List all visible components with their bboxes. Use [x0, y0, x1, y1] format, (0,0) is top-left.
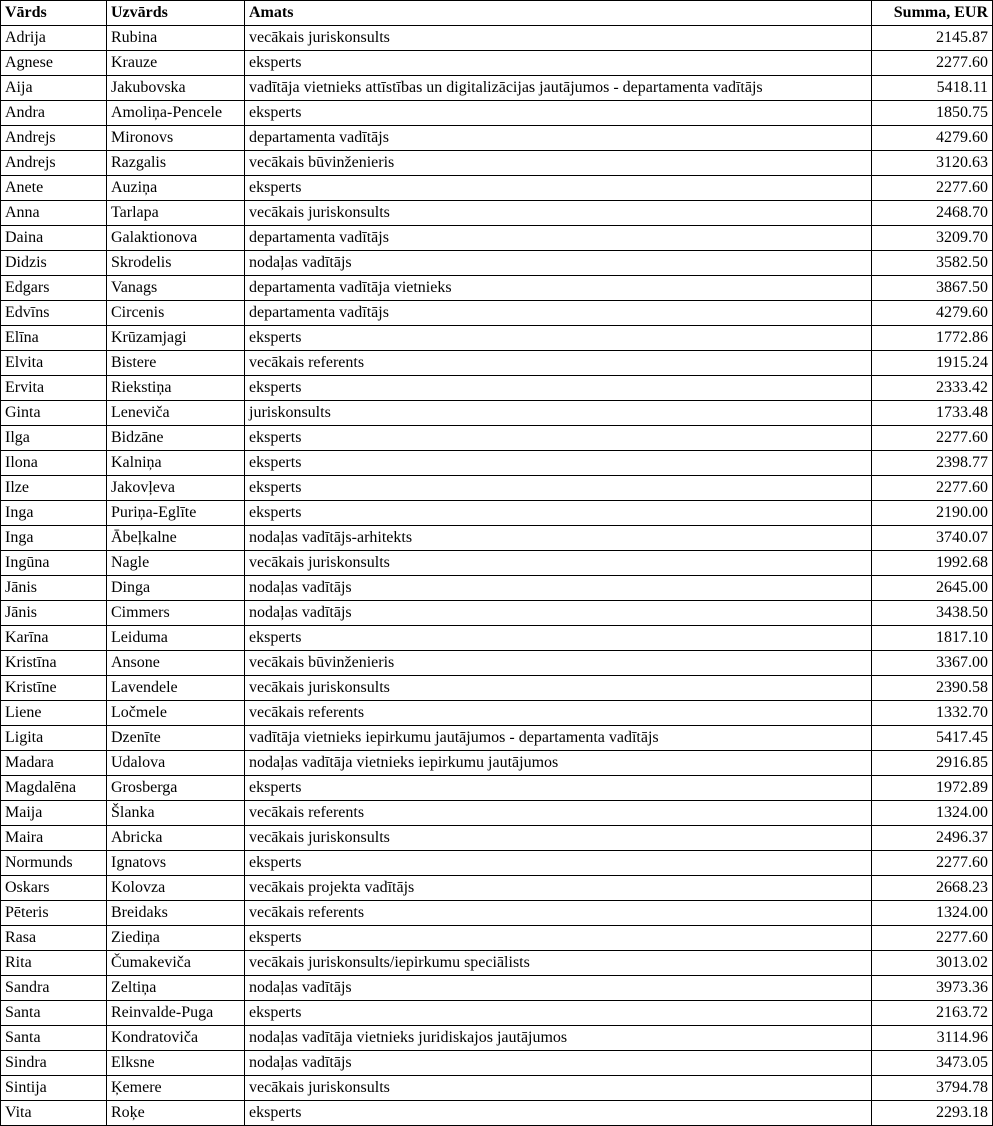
table-row [1, 501, 993, 526]
amount-cell: 5417.45 [872, 726, 993, 751]
amount-cell: 2277.60 [872, 476, 993, 501]
amount-cell: 3367.00 [872, 651, 993, 676]
position-cell: eksperts [245, 451, 872, 476]
amount-cell: 3473.05 [872, 1051, 993, 1076]
table-row [1, 326, 993, 351]
first-name-cell: Adrija [1, 26, 107, 51]
last-name-cell: Jakubovska [107, 76, 245, 101]
amount-cell: 3867.50 [872, 276, 993, 301]
position-cell: eksperts [245, 776, 872, 801]
table-row [1, 576, 993, 601]
last-name-cell: Skrodelis [107, 251, 245, 276]
table-row [1, 776, 993, 801]
position-cell: vadītāja vietnieks iepirkumu jautājumos - departamenta vadītājs [245, 726, 872, 751]
first-name-cell: Andrejs [1, 126, 107, 151]
amount-cell: 2333.42 [872, 376, 993, 401]
last-name-cell: Ķemere [107, 1076, 245, 1101]
last-name-cell: Puriņa-Eglīte [107, 501, 245, 526]
amount-cell: 3973.36 [872, 976, 993, 1001]
last-name-cell: Jakovļeva [107, 476, 245, 501]
position-cell: nodaļas vadītājs [245, 1051, 872, 1076]
position-cell: eksperts [245, 851, 872, 876]
table-row [1, 251, 993, 276]
position-cell: vecākais referents [245, 901, 872, 926]
position-cell: vecākais būvinženieris [245, 651, 872, 676]
position-cell: nodaļas vadītājs [245, 601, 872, 626]
first-name-cell: Vita [1, 1101, 107, 1126]
amount-cell: 1733.48 [872, 401, 993, 426]
table-header-row [1, 1, 993, 26]
position-cell: vecākais juriskonsults [245, 676, 872, 701]
last-name-cell: Breidaks [107, 901, 245, 926]
position-cell: vecākais juriskonsults [245, 201, 872, 226]
last-name-cell: Kolovza [107, 876, 245, 901]
table-row [1, 826, 993, 851]
amount-cell: 3582.50 [872, 251, 993, 276]
position-cell: vecākais juriskonsults [245, 1076, 872, 1101]
first-name-cell: Sindra [1, 1051, 107, 1076]
table-row [1, 1001, 993, 1026]
amount-cell: 2163.72 [872, 1001, 993, 1026]
position-cell: eksperts [245, 1001, 872, 1026]
last-name-cell: Šlanka [107, 801, 245, 826]
position-cell: vecākais juriskonsults/iepirkumu speciālists [245, 951, 872, 976]
last-name-cell: Reinvalde-Puga [107, 1001, 245, 1026]
table-row [1, 551, 993, 576]
table-row [1, 276, 993, 301]
first-name-cell: Inga [1, 526, 107, 551]
amount-cell: 4279.60 [872, 301, 993, 326]
table-row [1, 1026, 993, 1051]
last-name-cell: Krauze [107, 51, 245, 76]
position-cell: eksperts [245, 1101, 872, 1126]
table-row [1, 51, 993, 76]
last-name-cell: Abricka [107, 826, 245, 851]
amount-cell: 4279.60 [872, 126, 993, 151]
last-name-cell: Nagle [107, 551, 245, 576]
amount-cell: 2277.60 [872, 926, 993, 951]
amount-cell: 3013.02 [872, 951, 993, 976]
header-position: Amats [245, 1, 872, 26]
last-name-cell: Elksne [107, 1051, 245, 1076]
amount-cell: 1324.00 [872, 901, 993, 926]
amount-cell: 2468.70 [872, 201, 993, 226]
last-name-cell: Leneviča [107, 401, 245, 426]
amount-cell: 2645.00 [872, 576, 993, 601]
table-row [1, 376, 993, 401]
last-name-cell: Bistere [107, 351, 245, 376]
last-name-cell: Riekstiņa [107, 376, 245, 401]
first-name-cell: Madara [1, 751, 107, 776]
last-name-cell: Circenis [107, 301, 245, 326]
position-cell: nodaļas vadītāja vietnieks iepirkumu jautājumos [245, 751, 872, 776]
table-row [1, 401, 993, 426]
table-row [1, 76, 993, 101]
last-name-cell: Razgalis [107, 151, 245, 176]
position-cell: eksperts [245, 426, 872, 451]
first-name-cell: Normunds [1, 851, 107, 876]
last-name-cell: Mironovs [107, 126, 245, 151]
first-name-cell: Liene [1, 701, 107, 726]
position-cell: departamenta vadītājs [245, 126, 872, 151]
first-name-cell: Ilga [1, 426, 107, 451]
amount-cell: 2390.58 [872, 676, 993, 701]
table-row [1, 651, 993, 676]
table-row [1, 226, 993, 251]
position-cell: vecākais referents [245, 801, 872, 826]
table-row [1, 726, 993, 751]
amount-cell: 2277.60 [872, 51, 993, 76]
table-row [1, 26, 993, 51]
last-name-cell: Auziņa [107, 176, 245, 201]
last-name-cell: Cimmers [107, 601, 245, 626]
amount-cell: 2190.00 [872, 501, 993, 526]
table-row [1, 151, 993, 176]
first-name-cell: Ervita [1, 376, 107, 401]
first-name-cell: Oskars [1, 876, 107, 901]
position-cell: vecākais būvinženieris [245, 151, 872, 176]
table-row [1, 176, 993, 201]
header-first-name: Vārds [1, 1, 107, 26]
position-cell: vecākais juriskonsults [245, 551, 872, 576]
position-cell: juriskonsults [245, 401, 872, 426]
last-name-cell: Ločmele [107, 701, 245, 726]
last-name-cell: Grosberga [107, 776, 245, 801]
first-name-cell: Elīna [1, 326, 107, 351]
first-name-cell: Jānis [1, 601, 107, 626]
table-row [1, 101, 993, 126]
last-name-cell: Dinga [107, 576, 245, 601]
first-name-cell: Ginta [1, 401, 107, 426]
table-row [1, 976, 993, 1001]
first-name-cell: Ingūna [1, 551, 107, 576]
table-row [1, 751, 993, 776]
header-last-name: Uzvārds [107, 1, 245, 26]
table-row [1, 926, 993, 951]
table-row [1, 626, 993, 651]
position-cell: nodaļas vadītājs [245, 576, 872, 601]
amount-cell: 1992.68 [872, 551, 993, 576]
first-name-cell: Agnese [1, 51, 107, 76]
last-name-cell: Čumakeviča [107, 951, 245, 976]
amount-cell: 1972.89 [872, 776, 993, 801]
amount-cell: 2398.77 [872, 451, 993, 476]
position-cell: nodaļas vadītāja vietnieks juridiskajos jautājumos [245, 1026, 872, 1051]
table-row [1, 851, 993, 876]
table-row [1, 476, 993, 501]
first-name-cell: Rita [1, 951, 107, 976]
first-name-cell: Kristīne [1, 676, 107, 701]
position-cell: nodaļas vadītājs [245, 976, 872, 1001]
first-name-cell: Aija [1, 76, 107, 101]
position-cell: eksperts [245, 101, 872, 126]
last-name-cell: Krūzamjagi [107, 326, 245, 351]
amount-cell: 2916.85 [872, 751, 993, 776]
position-cell: eksperts [245, 476, 872, 501]
first-name-cell: Andra [1, 101, 107, 126]
amount-cell: 2496.37 [872, 826, 993, 851]
header-amount-eur: Summa, EUR [872, 1, 993, 26]
table-row [1, 1101, 993, 1126]
first-name-cell: Ilze [1, 476, 107, 501]
table-row [1, 951, 993, 976]
first-name-cell: Karīna [1, 626, 107, 651]
position-cell: eksperts [245, 326, 872, 351]
amount-cell: 1915.24 [872, 351, 993, 376]
first-name-cell: Edgars [1, 276, 107, 301]
amount-cell: 3120.63 [872, 151, 993, 176]
position-cell: nodaļas vadītājs [245, 251, 872, 276]
table-row [1, 601, 993, 626]
position-cell: nodaļas vadītājs-arhitekts [245, 526, 872, 551]
last-name-cell: Ābeļkalne [107, 526, 245, 551]
last-name-cell: Ignatovs [107, 851, 245, 876]
last-name-cell: Tarlapa [107, 201, 245, 226]
position-cell: vecākais referents [245, 701, 872, 726]
position-cell: departamenta vadītāja vietnieks [245, 276, 872, 301]
position-cell: vadītāja vietnieks attīstības un digitalizācijas jautājumos - departamenta vadītājs [245, 76, 872, 101]
first-name-cell: Sandra [1, 976, 107, 1001]
first-name-cell: Magdalēna [1, 776, 107, 801]
position-cell: vecākais juriskonsults [245, 26, 872, 51]
first-name-cell: Ligita [1, 726, 107, 751]
table-row [1, 426, 993, 451]
last-name-cell: Lavendele [107, 676, 245, 701]
position-cell: eksperts [245, 626, 872, 651]
table-row [1, 876, 993, 901]
position-cell: vecākais projekta vadītājs [245, 876, 872, 901]
table-row [1, 301, 993, 326]
table-row [1, 701, 993, 726]
last-name-cell: Rubina [107, 26, 245, 51]
last-name-cell: Udalova [107, 751, 245, 776]
last-name-cell: Vanags [107, 276, 245, 301]
position-cell: eksperts [245, 926, 872, 951]
table-row [1, 901, 993, 926]
position-cell: eksperts [245, 51, 872, 76]
position-cell: eksperts [245, 501, 872, 526]
first-name-cell: Kristīna [1, 651, 107, 676]
amount-cell: 1324.00 [872, 801, 993, 826]
first-name-cell: Rasa [1, 926, 107, 951]
table-row [1, 351, 993, 376]
first-name-cell: Maira [1, 826, 107, 851]
amount-cell: 3794.78 [872, 1076, 993, 1101]
amount-cell: 1850.75 [872, 101, 993, 126]
first-name-cell: Santa [1, 1001, 107, 1026]
amount-cell: 3209.70 [872, 226, 993, 251]
table-row [1, 676, 993, 701]
amount-cell: 2277.60 [872, 426, 993, 451]
table-row [1, 201, 993, 226]
amount-cell: 1772.86 [872, 326, 993, 351]
table-row [1, 1076, 993, 1101]
table-row [1, 526, 993, 551]
last-name-cell: Zeltiņa [107, 976, 245, 1001]
first-name-cell: Pēteris [1, 901, 107, 926]
amount-cell: 3740.07 [872, 526, 993, 551]
first-name-cell: Santa [1, 1026, 107, 1051]
first-name-cell: Andrejs [1, 151, 107, 176]
last-name-cell: Galaktionova [107, 226, 245, 251]
position-cell: vecākais referents [245, 351, 872, 376]
first-name-cell: Inga [1, 501, 107, 526]
table-row [1, 801, 993, 826]
last-name-cell: Roķe [107, 1101, 245, 1126]
last-name-cell: Kalniņa [107, 451, 245, 476]
amount-cell: 2277.60 [872, 176, 993, 201]
last-name-cell: Kondratoviča [107, 1026, 245, 1051]
first-name-cell: Daina [1, 226, 107, 251]
first-name-cell: Sintija [1, 1076, 107, 1101]
first-name-cell: Maija [1, 801, 107, 826]
last-name-cell: Amoliņa-Pencele [107, 101, 245, 126]
position-cell: departamenta vadītājs [245, 301, 872, 326]
amount-cell: 1332.70 [872, 701, 993, 726]
first-name-cell: Edvīns [1, 301, 107, 326]
first-name-cell: Ilona [1, 451, 107, 476]
first-name-cell: Didzis [1, 251, 107, 276]
table-row [1, 1051, 993, 1076]
amount-cell: 2668.23 [872, 876, 993, 901]
amount-cell: 3114.96 [872, 1026, 993, 1051]
first-name-cell: Anna [1, 201, 107, 226]
last-name-cell: Bidzāne [107, 426, 245, 451]
amount-cell: 2293.18 [872, 1101, 993, 1126]
position-cell: eksperts [245, 176, 872, 201]
position-cell: eksperts [245, 376, 872, 401]
table-row [1, 126, 993, 151]
first-name-cell: Anete [1, 176, 107, 201]
last-name-cell: Dzenīte [107, 726, 245, 751]
position-cell: vecākais juriskonsults [245, 826, 872, 851]
last-name-cell: Ansone [107, 651, 245, 676]
last-name-cell: Ziediņa [107, 926, 245, 951]
table-body [1, 26, 993, 1126]
last-name-cell: Leiduma [107, 626, 245, 651]
first-name-cell: Elvita [1, 351, 107, 376]
amount-cell: 5418.11 [872, 76, 993, 101]
amount-cell: 2277.60 [872, 851, 993, 876]
first-name-cell: Jānis [1, 576, 107, 601]
amount-cell: 3438.50 [872, 601, 993, 626]
amount-cell: 2145.87 [872, 26, 993, 51]
table-row [1, 451, 993, 476]
position-cell: departamenta vadītājs [245, 226, 872, 251]
amount-cell: 1817.10 [872, 626, 993, 651]
